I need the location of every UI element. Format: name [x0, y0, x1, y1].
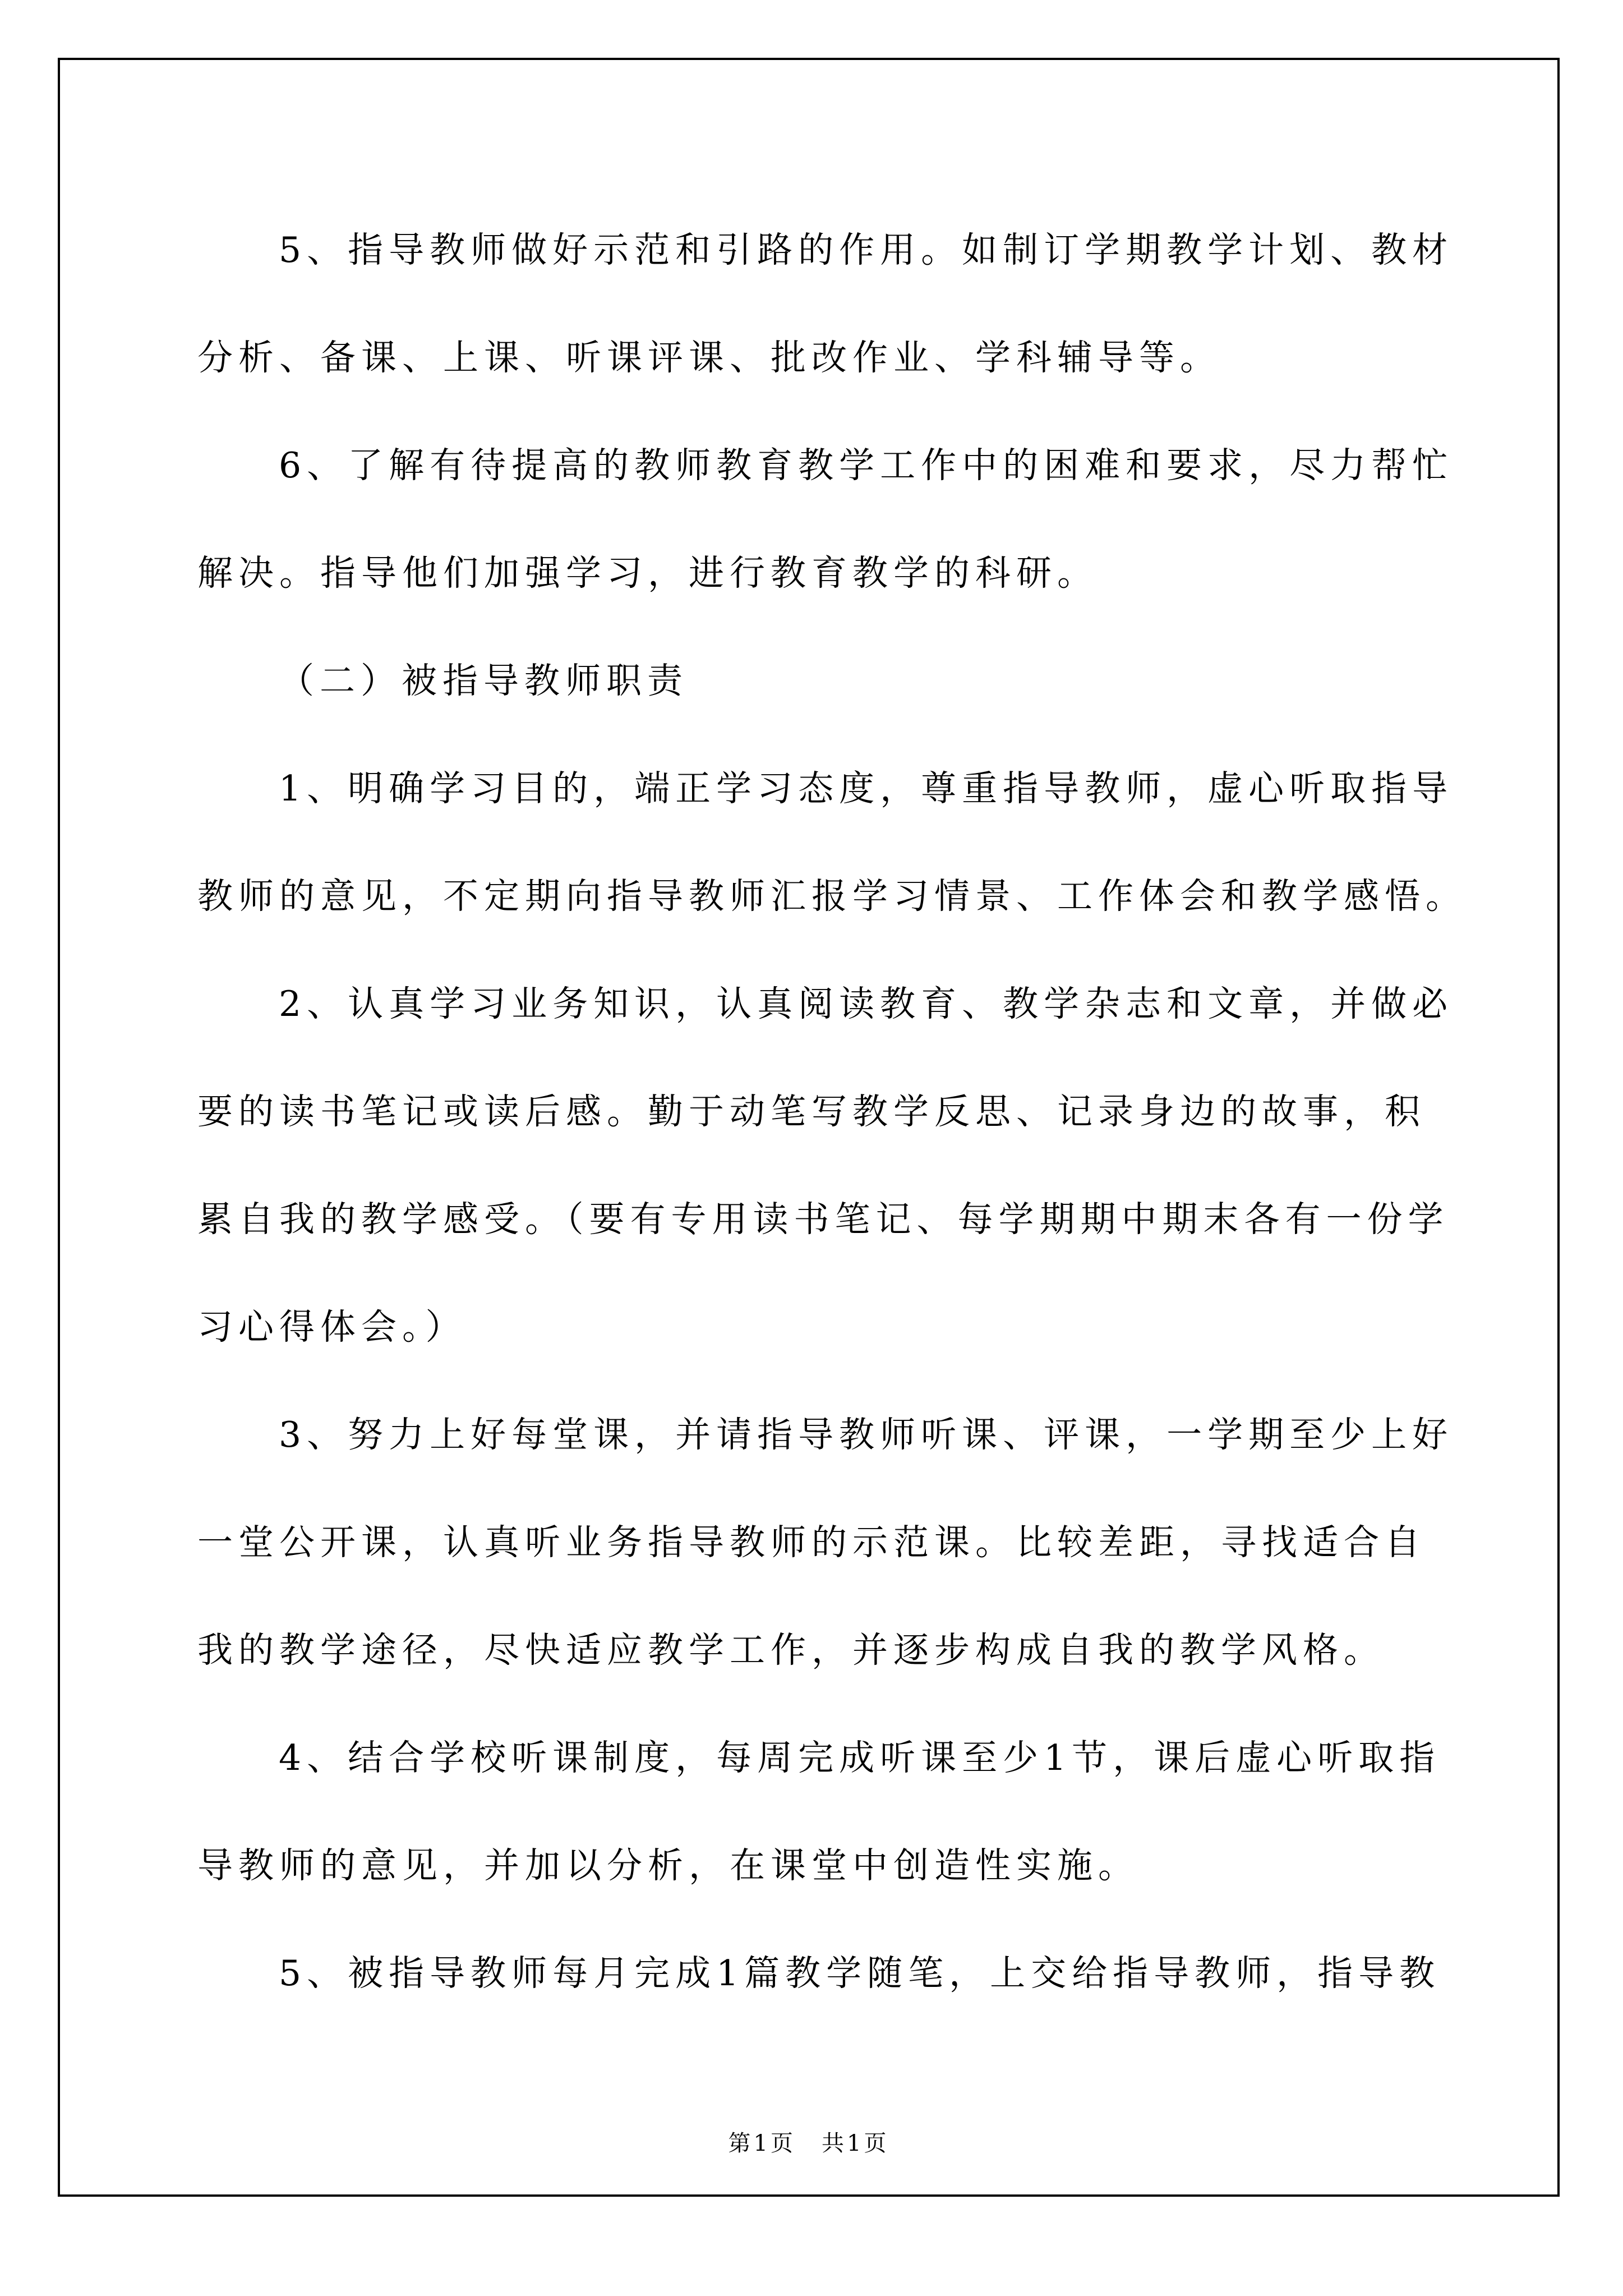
- text-line: 累自我的教学感受。（要有专用读书笔记、每学期期中期末各有一份学: [197, 1199, 1449, 1240]
- text-line: （二）被指导教师职责: [279, 660, 688, 701]
- text-line: 导教师的意见，并加以分析，在课堂中创造性实施。: [197, 1845, 1139, 1886]
- text-line: 分析、备课、上课、听课评课、批改作业、学科辅导等。: [197, 337, 1221, 378]
- text-line: 5、指导教师做好示范和引路的作用。如制订学期教学计划、教材: [279, 229, 1454, 270]
- text-line: 2、认真学习业务知识，认真阅读教育、教学杂志和文章，并做必: [279, 983, 1454, 1024]
- page-footer: [60, 2125, 1557, 2157]
- text-line: 我的教学途径，尽快适应教学工作，并逐步构成自我的教学风格。: [197, 1630, 1385, 1671]
- text-line: 要的读书笔记或读后感。勤于动笔写教学反思、记录身边的故事，积: [197, 1091, 1426, 1132]
- text-line: 习心得体会。）: [197, 1306, 467, 1347]
- text-line: 4、结合学校听课制度，每周完成听课至少1节，课后虚心听取指: [279, 1737, 1441, 1778]
- document-body: [197, 196, 1480, 2027]
- text-line: 3、努力上好每堂课，并请指导教师听课、评课，一学期至少上好: [279, 1414, 1454, 1455]
- text-line: 教师的意见，不定期向指导教师汇报学习情景、工作体会和教学感悟。: [197, 876, 1467, 917]
- text-line: 6、了解有待提高的教师教育教学工作中的困难和要求，尽力帮忙: [279, 445, 1454, 486]
- text-line: 解决。指导他们加强学习，进行教育教学的科研。: [197, 553, 1098, 593]
- footer-page-number: 第1页: [728, 2131, 796, 2156]
- text-line: 5、被指导教师每月完成1篇教学随笔，上交给指导教师，指导教: [279, 1953, 1441, 1994]
- footer-total-pages: 共1页: [822, 2131, 889, 2156]
- text-line: 一堂公开课，认真听业务指导教师的示范课。比较差距，寻找适合自: [197, 1522, 1426, 1563]
- text-line: 1、明确学习目的，端正学习态度，尊重指导教师，虚心听取指导: [279, 768, 1454, 809]
- page-border-frame: [58, 58, 1560, 2197]
